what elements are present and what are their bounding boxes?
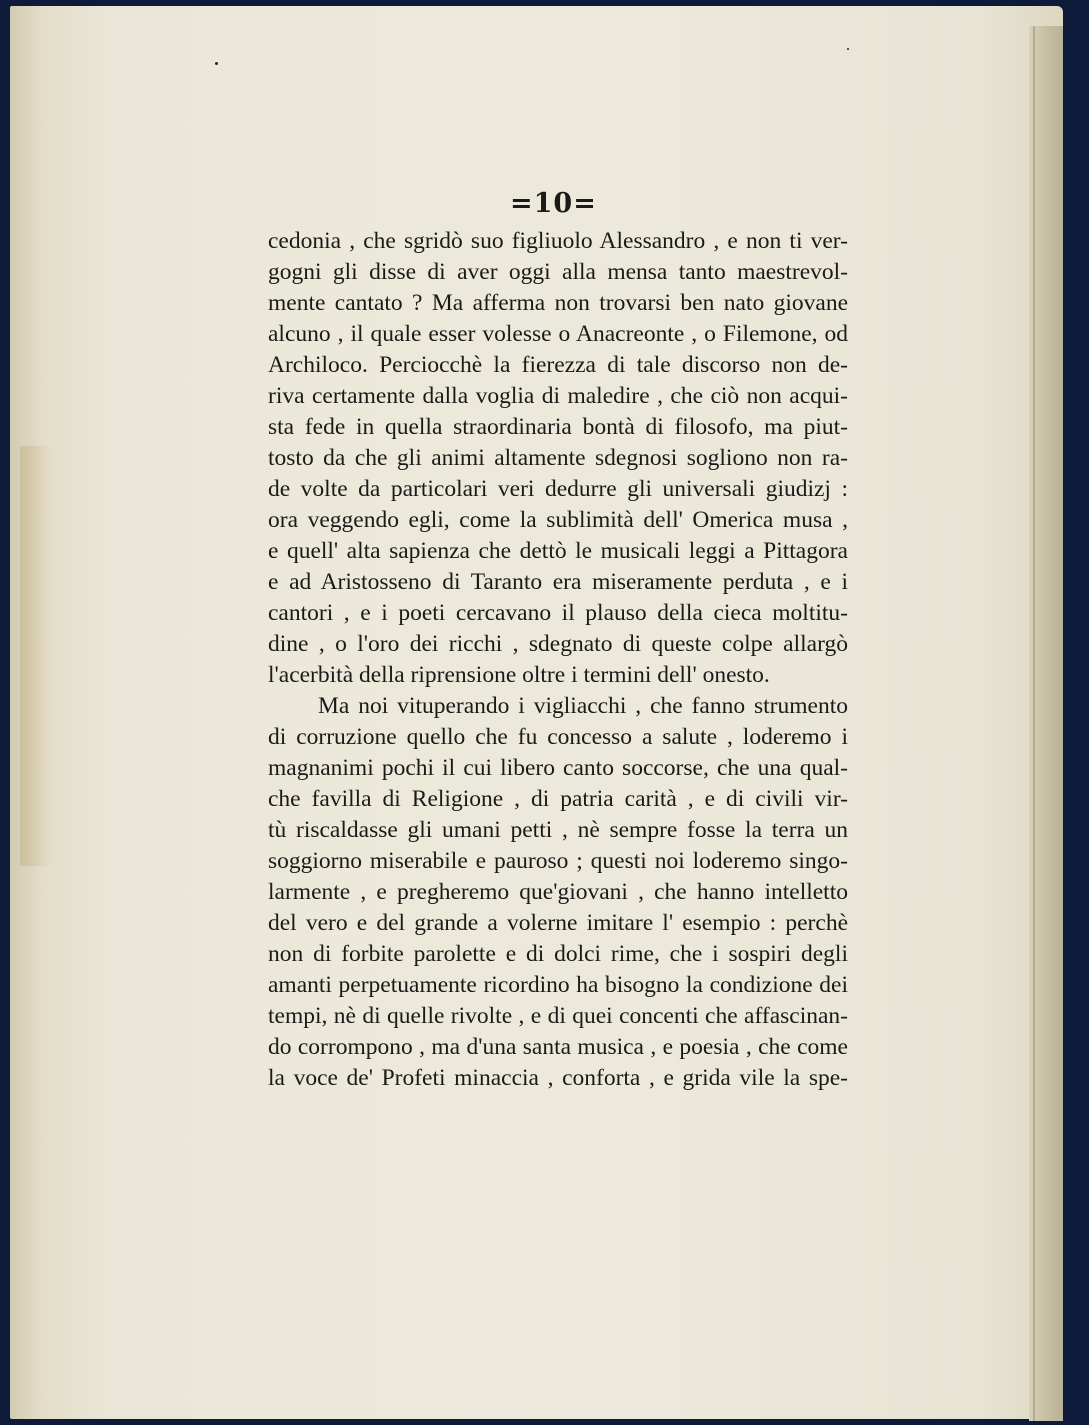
text-line: magnanimi pochi il cui libero canto soccorse, che una qual- (268, 755, 848, 781)
paragraph-end-line: l'acerbità della riprensione oltre i termini dell' onesto. (268, 662, 770, 688)
page-fold-line (1033, 26, 1035, 1421)
text-line: del vero e del grande a volerne imitare l' esempio : perchè (268, 910, 848, 936)
text-line: tempi, nè di quelle rivolte , e di quei concenti che affascinan- (268, 1003, 848, 1029)
text-line: e ad Aristosseno di Taranto era miseramente perduta , e i (268, 569, 848, 595)
text-line: cedonia , che sgridò suo figliuolo Alessandro , e non ti ver- (268, 228, 848, 254)
body-text (268, 226, 848, 1094)
text-line: ora veggendo egli, come la sublimità dell' Omerica musa , (268, 507, 848, 533)
text-line: cantori , e i poeti cercavano il plauso della cieca moltitu- (268, 600, 848, 626)
ink-speck (847, 48, 849, 50)
text-line: mente cantato ? Ma afferma non trovarsi ben nato giovane (268, 290, 848, 316)
text-line: soggiorno miserabile e pauroso ; questi noi loderemo singo- (268, 848, 848, 874)
page-number-header: =10= (510, 188, 597, 219)
text-line: non di forbite parolette e di dolci rime, che i sospiri degli (268, 941, 848, 967)
text-line: sta fede in quella straordinaria bontà di filosofo, ma piut- (268, 414, 848, 440)
text-line: che favilla di Religione , di patria carità , e di civili vir- (268, 786, 848, 812)
page-stain (20, 446, 52, 866)
text-line: larmente , e pregheremo que'giovani , che hanno intelletto (268, 879, 848, 905)
text-line: e quell' alta sapienza che dettò le musicali leggi a Pittagora (268, 538, 848, 564)
text-line: di corruzione quello che fu concesso a salute , loderemo i (268, 724, 848, 750)
text-line: la voce de' Profeti minaccia , conforta , e grida vile la spe- (268, 1065, 848, 1091)
text-line: riva certamente dalla voglia di maledire , che ciò non acqui- (268, 383, 848, 409)
text-line: dine , o l'oro dei ricchi , sdegnato di queste colpe allargò (268, 631, 848, 657)
text-line: do corrompono , ma d'una santa musica , e poesia , che come (268, 1034, 848, 1060)
paragraph-start-line: Ma noi vituperando i vigliacchi , che fanno strumento (318, 693, 848, 719)
ink-speck (215, 62, 218, 65)
text-line: alcuno , il quale esser volesse o Anacreonte , o Filemone, od (268, 321, 848, 347)
text-line: amanti perpetuamente ricordino ha bisogno la condizione dei (268, 972, 848, 998)
text-line: Archiloco. Perciocchè la fierezza di tale discorso non de- (268, 352, 848, 378)
text-line: tosto da che gli animi altamente sdegnosi sogliono non ra- (268, 445, 848, 471)
text-line: tù riscaldasse gli umani petti , nè sempre fosse la terra un (268, 817, 848, 843)
text-line: de volte da particolari veri dedurre gli universali giudizj : (268, 476, 848, 502)
text-line: gogni gli disse di aver oggi alla mensa tanto maestrevol- (268, 259, 848, 285)
